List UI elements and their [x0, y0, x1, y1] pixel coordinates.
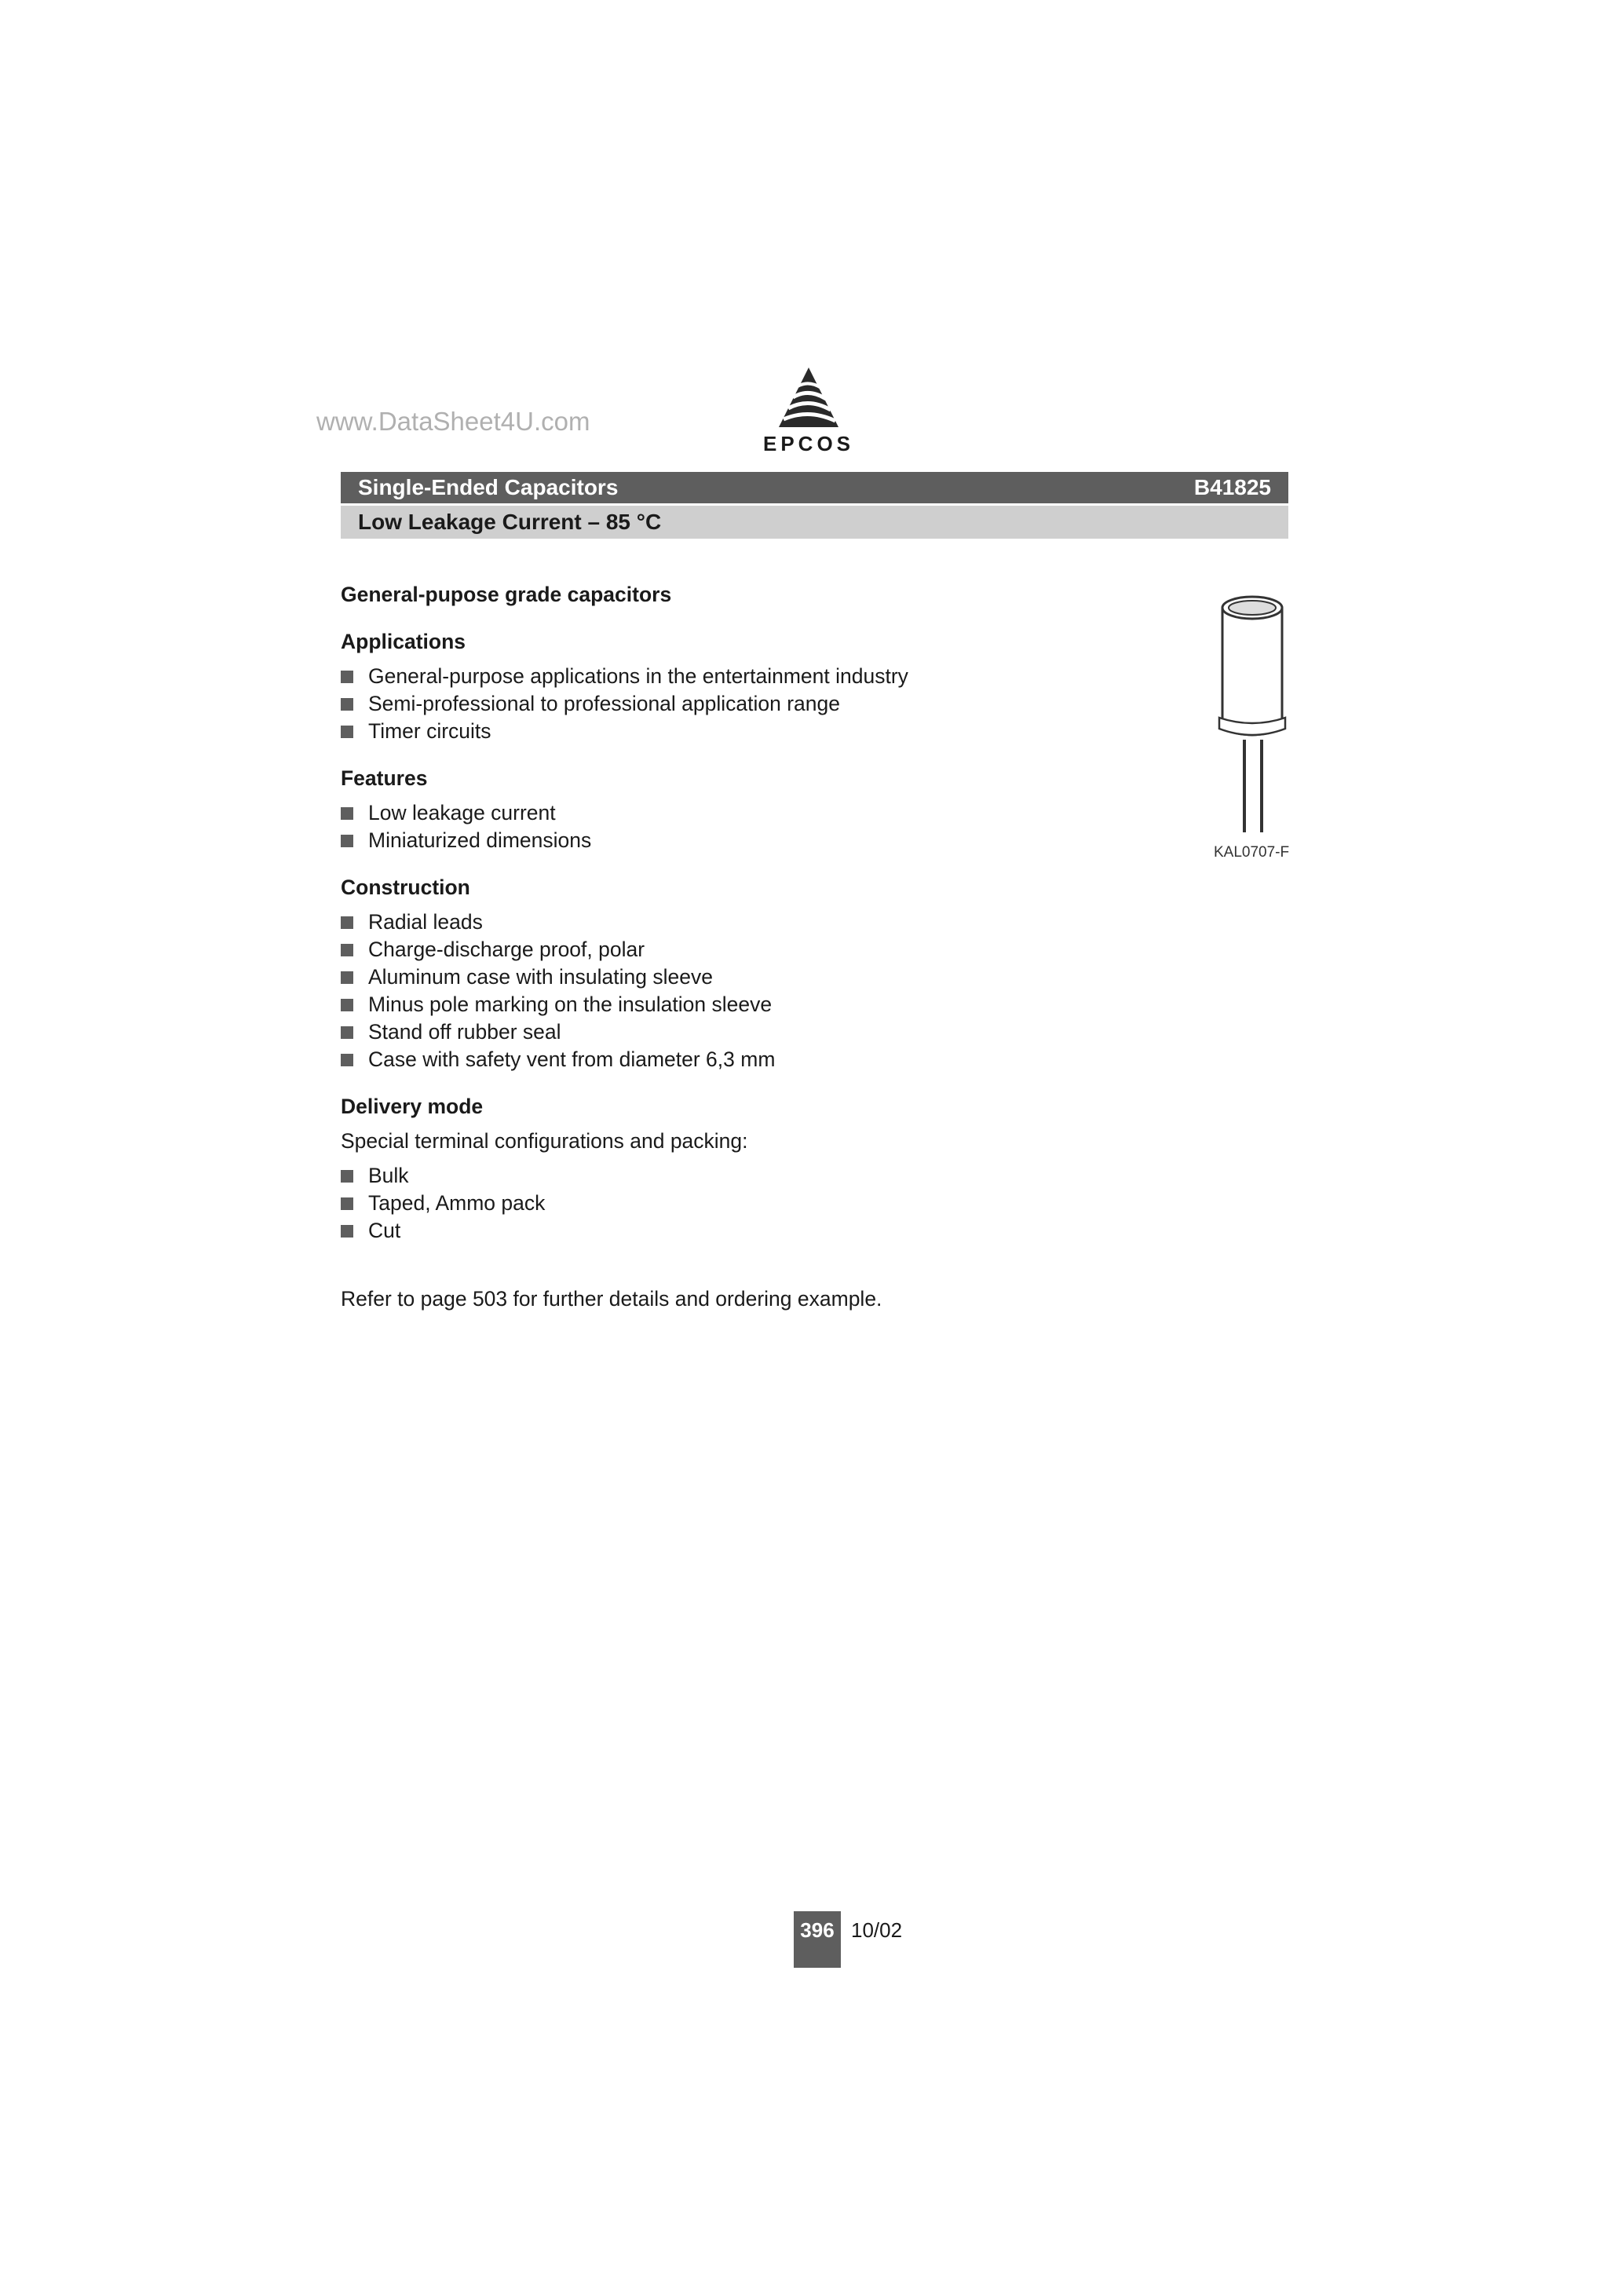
features-list: [341, 799, 1204, 854]
page-date: 10/02: [851, 1918, 903, 1942]
list-item-text: Aluminum case with insulating sleeve: [368, 965, 713, 989]
list-item-text: Timer circuits: [368, 719, 491, 743]
list-item: [341, 1162, 1204, 1190]
list-item: [341, 1046, 1204, 1073]
list-item-text: Case with safety vent from diameter 6,3 mm: [368, 1047, 776, 1071]
epcos-logo-icon: [754, 363, 864, 432]
list-item-text: Semi-professional to professional application range: [368, 692, 841, 715]
list-item-text: Miniaturized dimensions: [368, 828, 592, 852]
construction-heading: Construction: [341, 876, 470, 899]
list-item: [341, 991, 1204, 1018]
header-subtitle: Low Leakage Current – 85 °C: [358, 510, 662, 534]
list-item: [341, 1217, 1204, 1245]
list-item: [341, 718, 1204, 745]
part-number: B41825: [1193, 475, 1271, 499]
list-item: [341, 909, 1204, 936]
bullet-icon: [341, 1026, 353, 1039]
delivery-list: [341, 1162, 1204, 1245]
bullet-icon: [341, 726, 353, 738]
list-item-text: Stand off rubber seal: [368, 1020, 561, 1044]
epcos-logo: [754, 363, 864, 455]
construction-list: [341, 909, 1204, 1073]
bullet-icon: [341, 1170, 353, 1183]
refer-text: Refer to page 503 for further details and ordering example.: [341, 1287, 882, 1311]
bullet-icon: [341, 1225, 353, 1238]
delivery-text: Special terminal configurations and packing:: [341, 1129, 748, 1153]
intro-heading: General-pupose grade capacitors: [341, 583, 672, 606]
list-item: [341, 799, 1204, 827]
list-item: [341, 690, 1204, 718]
list-item-text: Low leakage current: [368, 801, 556, 824]
bullet-icon: [341, 698, 353, 711]
header-bar: [341, 472, 1288, 503]
bullet-icon: [341, 835, 353, 847]
applications-list: [341, 663, 1204, 745]
bullet-icon: [341, 1197, 353, 1210]
list-item: [341, 936, 1204, 963]
list-item: [341, 963, 1204, 991]
delivery-section: [341, 1093, 1204, 1245]
watermark: www.DataSheet4U.com: [316, 407, 590, 436]
features-heading: Features: [341, 766, 428, 790]
list-item: [341, 1190, 1204, 1217]
list-item: [341, 827, 1204, 854]
list-item-text: General-purpose applications in the entertainment industry: [368, 664, 908, 688]
page-number: 396: [794, 1911, 841, 1968]
list-item-text: Cut: [368, 1219, 401, 1242]
delivery-heading: Delivery mode: [341, 1095, 484, 1118]
content: [341, 581, 1204, 1245]
header-title: Single-Ended Capacitors: [358, 475, 619, 499]
applications-heading: Applications: [341, 630, 466, 653]
list-item-text: Charge-discharge proof, polar: [368, 938, 645, 961]
list-item-text: Taped, Ammo pack: [368, 1191, 546, 1215]
list-item-text: Radial leads: [368, 910, 483, 934]
bullet-icon: [341, 671, 353, 683]
bullet-icon: [341, 999, 353, 1011]
bullet-icon: [341, 944, 353, 956]
subtitle-bar: [341, 506, 1288, 539]
construction-section: [341, 874, 1204, 1073]
bullet-icon: [341, 971, 353, 984]
list-item-text: Minus pole marking on the insulation sleeve: [368, 993, 773, 1016]
list-item: [341, 1018, 1204, 1046]
figure-label: KAL0707-F: [1214, 844, 1290, 861]
list-item-text: Bulk: [368, 1164, 409, 1187]
list-item: [341, 663, 1204, 690]
capacitor-image: [1205, 590, 1299, 835]
logo-text: EPCOS: [762, 432, 855, 455]
bullet-icon: [341, 807, 353, 820]
applications-section: [341, 628, 1204, 745]
bullet-icon: [341, 916, 353, 929]
features-section: [341, 765, 1204, 854]
bullet-icon: [341, 1054, 353, 1066]
